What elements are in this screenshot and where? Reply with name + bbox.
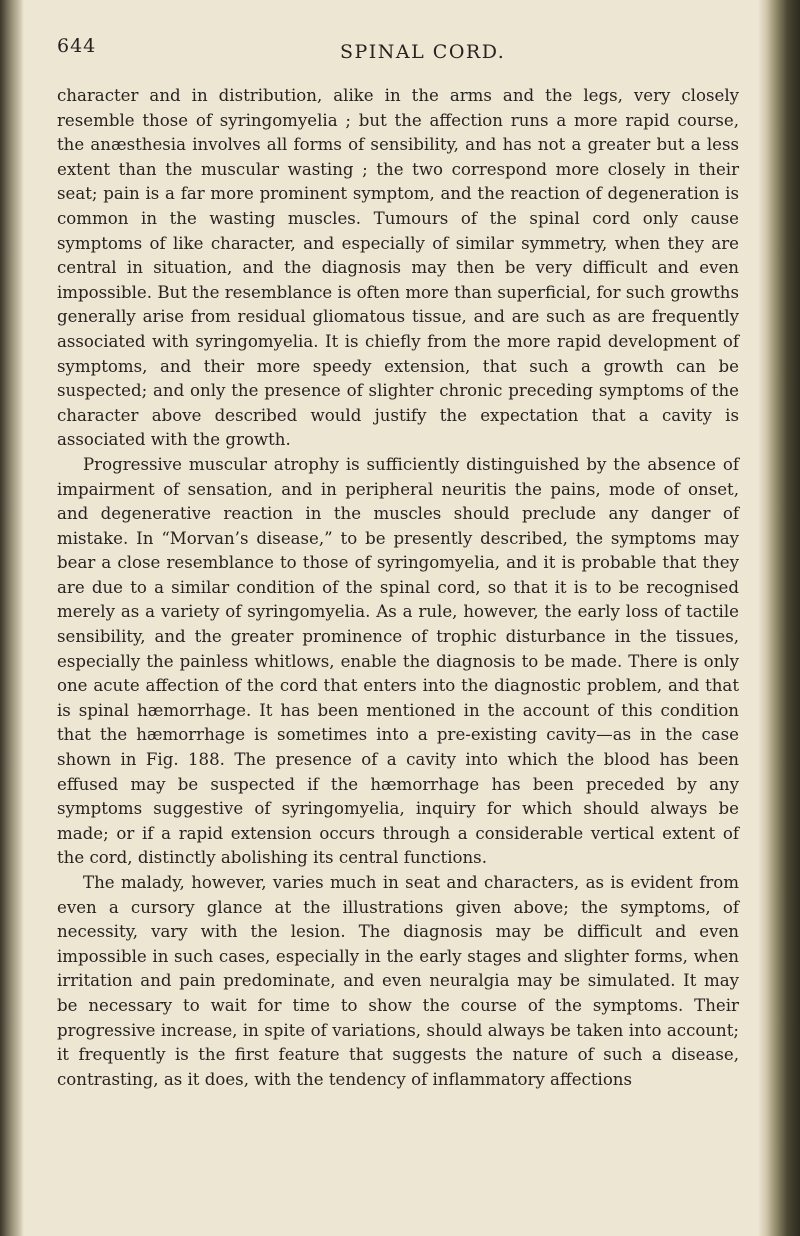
page-binding-shadow xyxy=(0,0,24,1236)
paragraph-progressive-muscular-atrophy: Progressive muscular atrophy is sufficiently distinguished by the absence of impairment of sensation, and in peripheral neuritis the pains, mode of onset, and degenerative reaction in the muscles should preclude any danger of mistake. In “Morvan’s disease,” to be presently described, the symptoms may bear a close resemblance to those of syringomyelia, and it is probable that they are due to a similar condition of the spinal cord, so that it is to be recognised merely as a variety of syringomyelia. As a rule, however, the early loss of tactile sensibility, and the greater prominence of trophic disturbance in the tissues, especially the painless whitlows, enable the diagnosis to be made. There is only one acute affection of the cord that enters into the diagnostic problem, and that is spinal hæmorrhage. It has been mentioned in the account of this condition that the hæmorrhage is sometimes into a pre-existing cavity—as in the case shown in Fig. 188. The presence of a cavity into which the blood has been effused may be suspected if the hæmorrhage has been preceded by any symptoms suggestive of syringomyelia, inquiry for which should always be made; or if a rapid extension occurs through a considerable vertical extent of the cord, distinctly abolishing its central functions. xyxy=(57,454,739,868)
page-edge-shadow xyxy=(758,0,800,1236)
running-title: SPINAL CORD. xyxy=(340,41,506,63)
paragraph-continuation: character and in distribution, alike in the arms and the legs, very closely resemble those of syringomyelia ; but the affection runs a more rapid course, the anæsthesia involves all forms of sensibility, and has not a greater but a less extent than the muscular wasting ; the two correspond more closely in their seat; pain is a far more prominent symptom, and the reaction of degeneration is common in the wasting muscles. Tumours of the spinal cord only cause symptoms of like character, and especially of similar symmetry, when they are central in situation, and the diagnosis may then be very difficult and even impossible. But the resemblance is often more than superficial, for such growths generally arise from residual gliomatous tissue, and are such as are frequently associated with syringomyelia. It is chiefly from the more rapid development of symptoms, and their more speedy extension, that such a growth can be suspected; and only the presence of slighter chronic preceding symptoms of the character above described would justify the expectation that a cavity is associated with the growth. xyxy=(57,86,739,450)
paragraph-malady-varies: The malady, however, varies much in seat and characters, as is evident from even a cursory glance at the illustrations given above; the symptoms, of necessity, vary with the lesion. The diagnosis may be difficult and even impossible in such cases, especially in the early stages and slighter forms, when irritation and pain predominate, and even neuralgia may be simulated. It may be necessary to wait for time to show the course of the symptoms. Their progressive increase, in spite of variations, should always be taken into account; it frequently is the first feature that suggests the nature of such a disease, contrasting, as it does, with the tendency of inflammatory affections xyxy=(57,873,739,1089)
page-number: 644 xyxy=(57,35,97,57)
body-text xyxy=(57,84,739,1092)
